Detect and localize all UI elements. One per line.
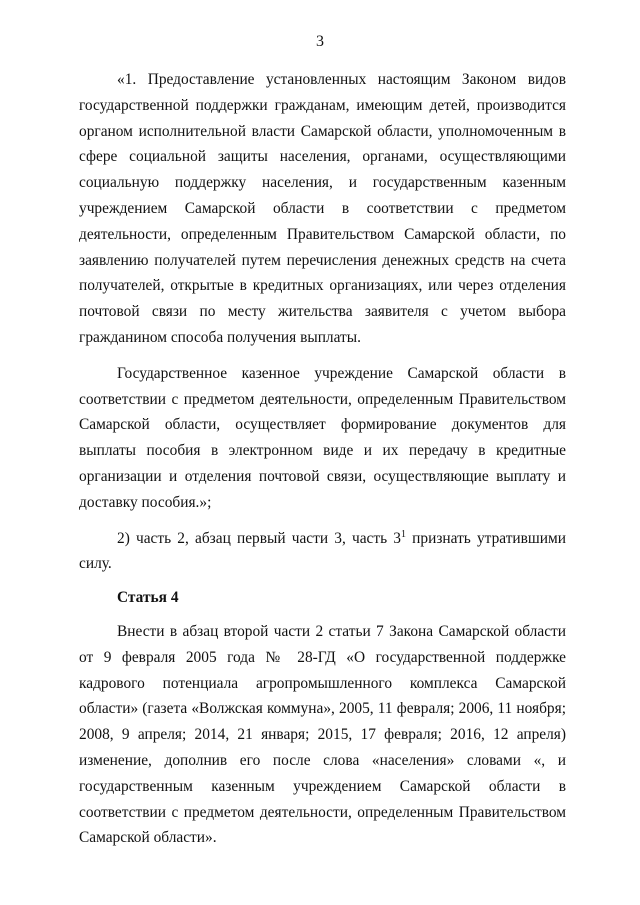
article-heading: Статья 4 <box>117 589 179 607</box>
document-body <box>79 67 566 851</box>
paragraph-article-1: «1. Предоставление установленных настоящим Законом видов государственной поддержки гражданам, имеющим детей, производится органом исполнительной власти Самарской области, уполномоченным в сфере социальной защиты населения, органами, осуществляющими социальную поддержку населения, и государственным казенным учреждением Самарской области в соответствии с предметом деятельности, определенным Правительством Самарской области, по заявлению получателей путем перечисления денежных средств на счета получателей, открытые в кредитных организациях, или через отделения почтовой связи по месту жительства заявителя с учетом выбора гражданином способа получения выплаты. <box>79 71 566 346</box>
page-number: 3 <box>316 33 324 50</box>
paragraph-state-institution: Государственное казенное учреждение Самарской области в соответствии с предметом деятельности, определенным Правительством Самарской области, осуществляет формирование документов для выплаты пособия в электронном виде и их передачу в кредитные организации и отделения почтовой связи, осуществляющие выплату и доставку пособия.»; <box>79 364 566 511</box>
repeal-text-end: признать утратившими силу. <box>79 529 566 573</box>
paragraph-amendment: Внести в абзац второй части 2 статьи 7 Закона Самарской области от 9 февраля 2005 года № 28-ГД «О государственной поддержке кадрового потенциала агропромышленного комплекса Самарской области» (газета «Волжская коммуна», 2005, 11 февраля; 2006, 11 ноября; 2008, 9 апреля; 2014, 21 января; 2015, 17 февраля; 2016, 12 апреля) изменение, дополнив его после слова «населения» словами «, и государственным казенным учреждением Самарской области в соответствии с предметом деятельности, определенным Правительством Самарской области». <box>79 622 566 847</box>
paragraph-repeal <box>79 526 566 578</box>
repeal-text-start: 2) часть 2, абзац первый части 3, часть 3 <box>117 529 401 547</box>
repeal-superscript: 1 <box>400 528 406 540</box>
